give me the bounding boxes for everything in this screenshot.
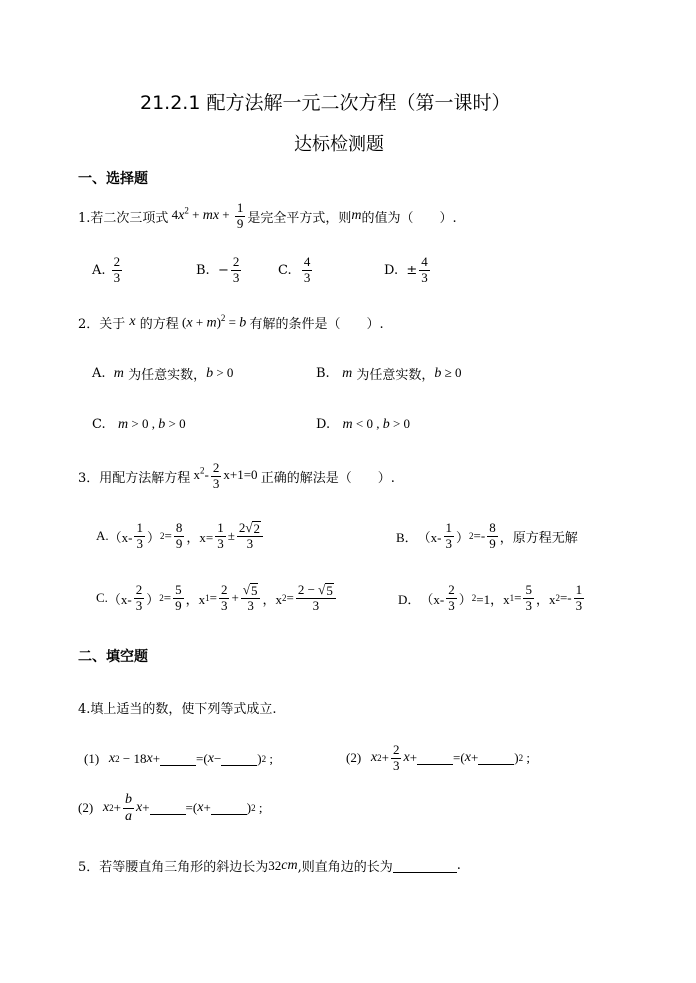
q1-option-b[interactable]: B. − $\frac{2}{3}$ (196, 254, 240, 285)
question-2: 2．关于 x 的方程 $(x + m)^2 = b$ 有解的条件是（ ）. (78, 312, 384, 332)
question-4: 4.填上适当的数，使下列等式成立. (78, 702, 277, 717)
q4-part-3: (2) x 2 + $\frac{b}{a}$ x + =( x + ) 2 ; (78, 792, 263, 824)
question-3: 3．用配方法解方程 $x^2-$ $\frac{2}{3}$ x+1=0 正确的解法是（ ）. (78, 460, 395, 491)
q4-blank-6[interactable] (211, 801, 247, 815)
q3-option-a[interactable]: A. （x- $\frac{1}{3}$ ） 2 = $\frac{8}{9}$ ，x= $\frac{1}{3}$ ± 2√ 2 3 (96, 514, 265, 558)
q4-part-1: (1) x 2 − 18 x + =( x − ) 2 ; (84, 751, 273, 766)
q2-option-b[interactable]: B. m 为任意实数， b ≥ 0 (316, 365, 462, 383)
q5-blank[interactable] (393, 859, 457, 873)
q1-option-c[interactable]: C. $\frac{4}{3}$ (278, 254, 311, 285)
q2-option-c[interactable]: C. m > 0 , b > 0 (92, 416, 186, 432)
q4-blank-5[interactable] (150, 801, 186, 815)
q1-option-a[interactable]: A. $\frac{2}{3}$ (92, 254, 121, 285)
question-1 (78, 196, 457, 236)
q1-expr: $4x^2$ + mx + $\frac{1}{9}$ (168, 200, 244, 231)
q4-blank-2[interactable] (221, 752, 257, 766)
section-fill: 二、填空题 (78, 649, 148, 665)
q1-var-m: m (351, 208, 362, 223)
page-title: 21.2.1 配方法解一元二次方程（第一课时） (140, 92, 511, 114)
q3-option-c[interactable]: C. （x- $\frac{2}{3}$ ） 2 = $\frac{5}{9}$ ，x 1 = $\frac{2}{3}$ + √ 5 3 ，x 2 = 2 − √ 5 3 (96, 576, 338, 620)
q2-option-a[interactable]: A. m 为任意实数， b > 0 (92, 365, 234, 383)
q4-blank-4[interactable] (478, 751, 514, 765)
section-choice: 一、选择题 (78, 171, 148, 187)
question-5: 5．若等腰直角三角形的斜边长为 32 cm ,则直角边的长为 . (78, 857, 461, 875)
q4-blank-3[interactable] (417, 751, 453, 765)
q4-blank-1[interactable] (160, 752, 196, 766)
q1-mid: 是完全平方式，则 (247, 210, 352, 226)
page-subtitle: 达标检测题 (294, 134, 384, 155)
q3-option-d[interactable]: D． （x- $\frac{2}{3}$ ） 2 =1，x 1 = $\frac{5}{3}$ ，x 2 =- $\frac{1}{3}$ (398, 582, 583, 613)
q1-prefix: 1.若二次三项式 (78, 210, 169, 226)
q1-suffix: 的值为（ ）. (361, 210, 457, 226)
q4-part-2: (2) x 2 + $\frac{2}{3}$ x + =( x + ) 2 ; (346, 742, 530, 773)
q3-option-b[interactable]: B． （x- $\frac{1}{3}$ ） 2 =- $\frac{8}{9}$ ， 原方程无解 (396, 520, 578, 551)
q2-option-d[interactable]: D. m < 0 , b > 0 (316, 416, 411, 432)
q1-option-d[interactable]: D. ± $\frac{4}{3}$ (384, 254, 428, 285)
